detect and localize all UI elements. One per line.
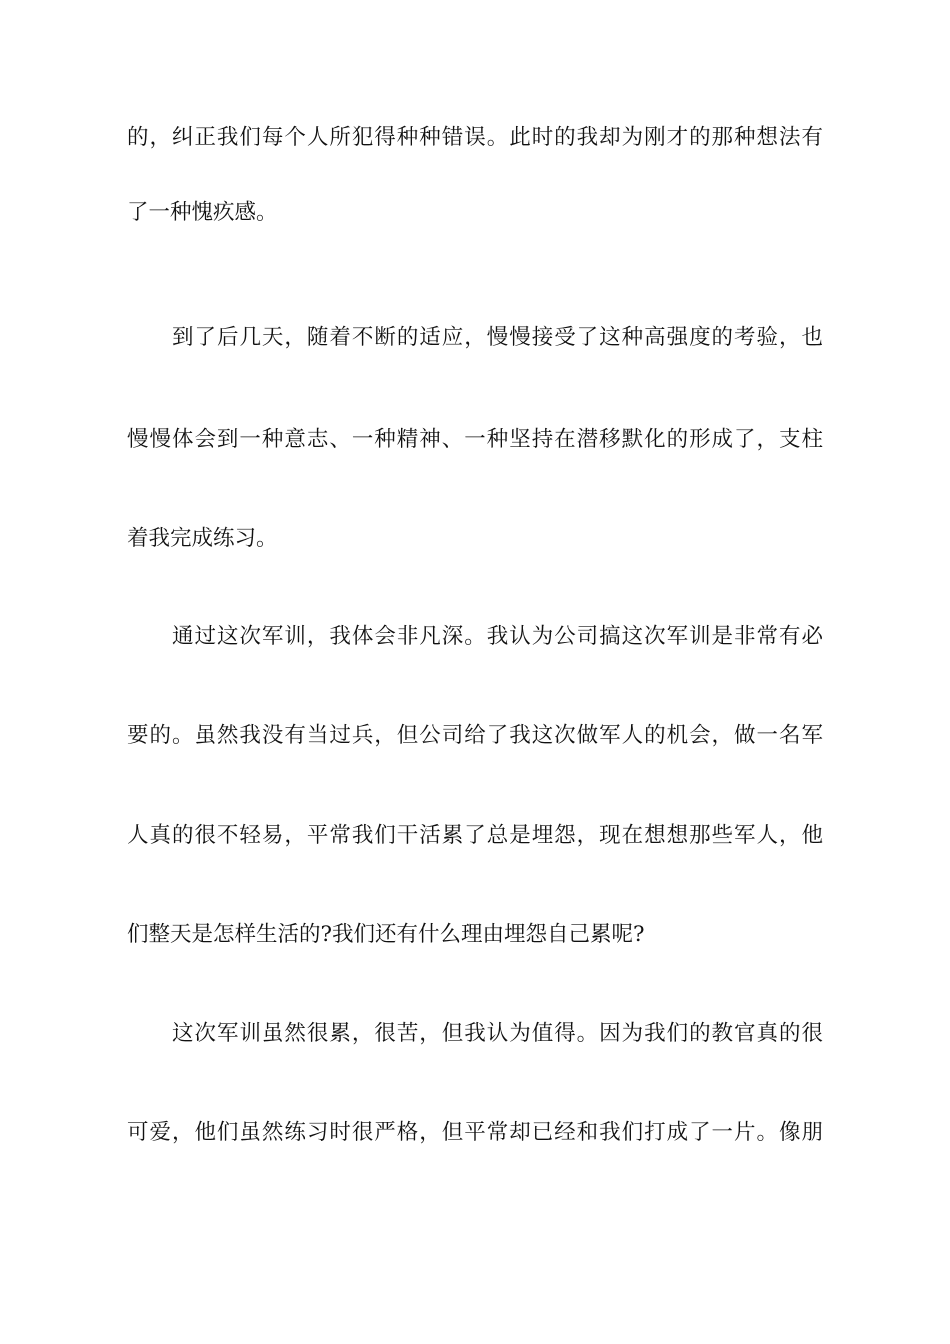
- text-line: 通过这次军训，我体会非凡深。我认为公司搞这次军训是非常有必: [172, 624, 823, 649]
- text-line: 要的。虽然我没有当过兵，但公司给了我这次做军人的机会，做一名军: [127, 723, 823, 748]
- text-line: 可爱，他们虽然练习时很严格，但平常却已经和我们打成了一片。像朋: [127, 1120, 823, 1145]
- text-line: 们整天是怎样生活的?我们还有什么理由埋怨自己累呢?: [127, 922, 645, 947]
- text-line: 这次军训虽然很累，很苦，但我认为值得。因为我们的教官真的很: [172, 1021, 823, 1046]
- text-line: 慢慢体会到一种意志、一种精神、一种坚持在潜移默化的形成了，支柱: [127, 427, 823, 452]
- text-line: 了一种愧疚感。: [127, 200, 278, 225]
- text-line: 的，纠正我们每个人所犯得种种错误。此时的我却为刚才的那种想法有: [127, 125, 823, 150]
- text-line: 到了后几天，随着不断的适应，慢慢接受了这种高强度的考验，也: [172, 325, 823, 350]
- text-line: 着我完成练习。: [127, 526, 278, 551]
- text-line: 人真的很不轻易，平常我们干活累了总是埋怨，现在想想那些军人，他: [127, 823, 823, 848]
